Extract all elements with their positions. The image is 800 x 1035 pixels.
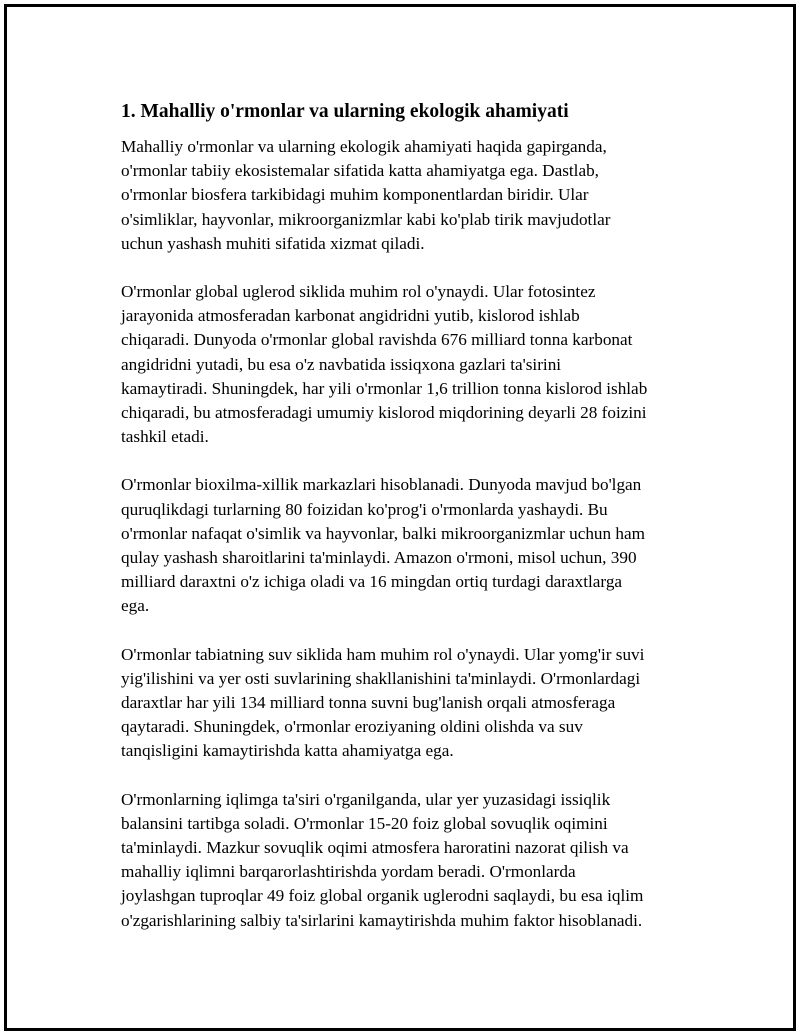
paragraph-line: kamaytiradi. Shuningdek, har yili o'rmonlar 1,6 trillion tonna kislorod ishlab <box>121 378 648 398</box>
paragraph-line: o'simliklar, hayvonlar, mikroorganizmlar kabi ko'plab tirik mavjudotlar <box>121 209 611 229</box>
paragraph-line: qulay yashash sharoitlarini ta'minlaydi. Amazon o'rmoni, misol uchun, 390 <box>121 548 637 568</box>
paragraph <box>121 280 691 449</box>
paragraph-line: O'rmonlarning iqlimga ta'siri o'rganilganda, ular yer yuzasidagi issiqlik <box>121 789 611 809</box>
page-border <box>4 4 796 1031</box>
paragraph-line: Mahalliy o'rmonlar va ularning ekologik ahamiyati haqida gapirganda, <box>121 137 607 156</box>
paragraph-line: jarayonida atmosferadan karbonat angidridni yutib, kislorod ishlab <box>121 306 580 326</box>
paragraph-line: o'rmonlar tabiiy ekosistemalar sifatida katta ahamiyatga ega. Dastlab, <box>121 161 599 181</box>
paragraph-line: o'rmonlar nafaqat o'simlik va hayvonlar, balki mikroorganizmlar uchun ham <box>121 523 646 543</box>
paragraph <box>121 643 691 764</box>
paragraph-line: o'zgarishlarining salbiy ta'sirlarini kamaytirishda muhim faktor hisoblanadi. <box>121 910 643 930</box>
paragraph-line: balansini tartibga soladi. O'rmonlar 15-20 foiz global sovuqlik oqimini <box>121 813 608 833</box>
document-body <box>121 99 691 957</box>
paragraph-line: daraxtlar har yili 134 milliard tonna suvni bug'lanish orqali atmosferaga <box>121 693 616 713</box>
section-heading: 1. Mahalliy o'rmonlar va ularning ekologik ahamiyati <box>121 101 569 122</box>
paragraph-line: angidridni yutadi, bu esa o'z navbatida issiqxona gazlari ta'sirini <box>121 354 562 374</box>
paragraph-line: O'rmonlar tabiatning suv siklida ham muhim rol o'ynaydi. Ular yomg'ir suvi <box>121 644 645 664</box>
paragraph-line: qaytaradi. Shuningdek, o'rmonlar eroziyaning oldini olishda va suv <box>121 717 583 737</box>
paragraph-line: o'rmonlar biosfera tarkibidagi muhim komponentlardan biridir. Ular <box>121 185 589 205</box>
paragraph-line: tashkil etadi. <box>121 427 209 447</box>
paragraph-list <box>121 135 691 933</box>
paragraph <box>121 473 691 618</box>
paragraph-line: joylashgan tuproqlar 49 foiz global organik uglerodni saqlaydi, bu esa iqlim <box>121 886 644 906</box>
paragraph-line: O'rmonlar global uglerod siklida muhim rol o'ynaydi. Ular fotosintez <box>121 282 596 302</box>
paragraph-line: tanqisligini kamaytirishda katta ahamiyatga ega. <box>121 741 454 761</box>
paragraph-line: yig'ilishini va yer osti suvlarining shakllanishini ta'minlaydi. O'rmonlardagi <box>121 668 641 688</box>
paragraph-line: mahalliy iqlimni barqarorlashtirishda yordam beradi. O'rmonlarda <box>121 862 576 882</box>
paragraph-line: O'rmonlar bioxilma-xillik markazlari hisoblanadi. Dunyoda mavjud bo'lgan <box>121 475 642 495</box>
paragraph-line: ta'minlaydi. Mazkur sovuqlik oqimi atmosfera haroratini nazorat qilish va <box>121 838 629 858</box>
paragraph-line: quruqlikdagi turlarning 80 foizidan ko'prog'i o'rmonlarda yashaydi. Bu <box>121 499 608 519</box>
paragraph-line: milliard daraxtni o'z ichiga oladi va 16 mingdan ortiq turdagi daraxtlarga <box>121 572 623 592</box>
paragraph <box>121 788 691 933</box>
paragraph-line: ega. <box>121 596 150 616</box>
paragraph-line: uchun yashash muhiti sifatida xizmat qiladi. <box>121 233 425 253</box>
paragraph-line: chiqaradi, bu atmosferadagi umumiy kislorod miqdorining deyarli 28 foizini <box>121 403 647 423</box>
paragraph-line: chiqaradi. Dunyoda o'rmonlar global ravishda 676 milliard tonna karbonat <box>121 330 633 350</box>
paragraph <box>121 135 691 256</box>
